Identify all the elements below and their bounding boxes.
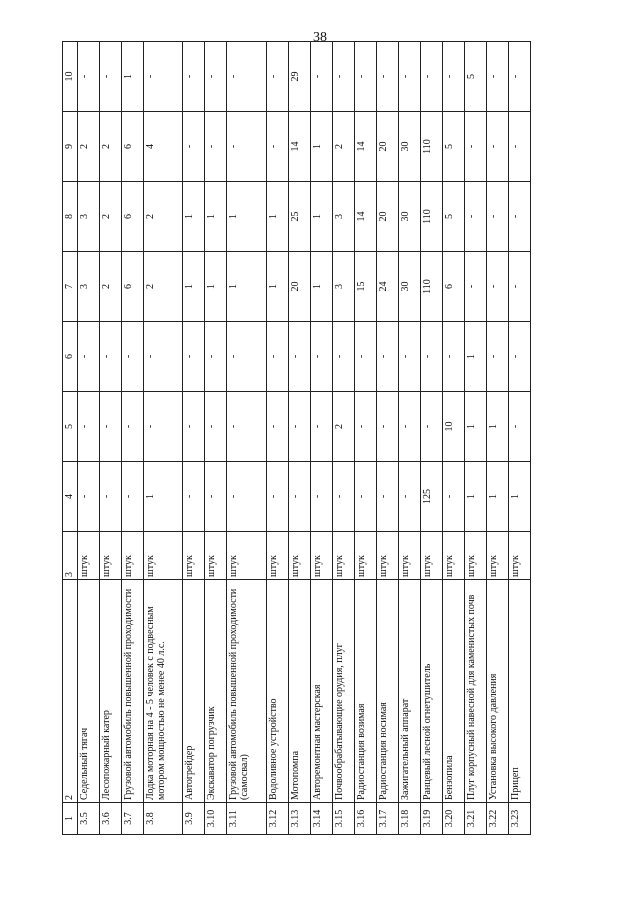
table-row xyxy=(376,42,398,835)
table-cell: штук xyxy=(486,532,508,580)
table-cell: - xyxy=(227,462,266,532)
table-cell: Ранцевый лесной огнетушитель xyxy=(420,580,442,803)
table-cell: 3 xyxy=(78,182,100,252)
table-row xyxy=(332,42,354,835)
table-cell: - xyxy=(144,322,183,392)
table-cell: - xyxy=(420,42,442,112)
table-cell: Экскаватор погрузчик xyxy=(205,580,227,803)
table-cell: штук xyxy=(464,532,486,580)
table-cell: - xyxy=(266,462,288,532)
table-cell: штук xyxy=(398,532,420,580)
table-cell: - xyxy=(266,42,288,112)
table-cell: - xyxy=(486,42,508,112)
table-cell: 2 xyxy=(332,392,354,462)
table-cell: 110 xyxy=(420,112,442,182)
table-cell: Установка высокого давления xyxy=(486,580,508,803)
table-cell: 2 xyxy=(100,182,122,252)
table-cell: - xyxy=(486,252,508,322)
table-cell: штук xyxy=(310,532,332,580)
table-cell: 20 xyxy=(288,252,310,322)
table-cell: - xyxy=(376,392,398,462)
column-header: 10 xyxy=(63,42,78,112)
table-cell: Радиостанция носимая xyxy=(376,580,398,803)
table-row xyxy=(122,42,144,835)
table-cell: - xyxy=(227,392,266,462)
table-cell: Водоливное устройство xyxy=(266,580,288,803)
table-cell: - xyxy=(508,112,530,182)
table-cell: - xyxy=(442,462,464,532)
table-cell: - xyxy=(205,42,227,112)
table-cell: 3 xyxy=(332,252,354,322)
table-cell: - xyxy=(332,42,354,112)
table-cell: - xyxy=(398,322,420,392)
table-cell: штук xyxy=(376,532,398,580)
table-cell: - xyxy=(227,42,266,112)
table-cell: - xyxy=(508,252,530,322)
table-cell: - xyxy=(100,42,122,112)
table-row xyxy=(420,42,442,835)
table-cell: 3.7 xyxy=(122,803,144,835)
table-cell: 5 xyxy=(442,182,464,252)
table-row xyxy=(227,42,266,835)
table-cell: - xyxy=(288,462,310,532)
table-cell: 1 xyxy=(310,182,332,252)
table-cell: - xyxy=(354,462,376,532)
table-cell: 3.17 xyxy=(376,803,398,835)
table-row xyxy=(398,42,420,835)
table-cell: 110 xyxy=(420,252,442,322)
table-cell: - xyxy=(100,392,122,462)
table-cell: 14 xyxy=(354,182,376,252)
table-cell: 3.12 xyxy=(266,803,288,835)
table-cell: 20 xyxy=(376,182,398,252)
table-cell: Лодка моторная на 4 - 5 человек с подвесным мотором мощностью не менее 40 л.с. xyxy=(144,580,183,803)
table-cell: - xyxy=(227,112,266,182)
table-cell: - xyxy=(227,322,266,392)
table-cell: Прицеп xyxy=(508,580,530,803)
table-cell: - xyxy=(486,112,508,182)
table-cell: штук xyxy=(442,532,464,580)
table-cell: 3.13 xyxy=(288,803,310,835)
table-cell: 4 xyxy=(144,112,183,182)
table-cell: - xyxy=(508,392,530,462)
table-cell: штук xyxy=(420,532,442,580)
column-header: 5 xyxy=(63,392,78,462)
table-cell: - xyxy=(78,462,100,532)
table-cell: - xyxy=(398,42,420,112)
table-cell: 1 xyxy=(205,252,227,322)
table-cell: 6 xyxy=(122,182,144,252)
table-cell: 15 xyxy=(354,252,376,322)
table-row xyxy=(100,42,122,835)
table-cell: 2 xyxy=(332,112,354,182)
table-cell: - xyxy=(310,462,332,532)
table-cell: - xyxy=(442,42,464,112)
table-cell: 2 xyxy=(144,182,183,252)
table-cell: 14 xyxy=(354,112,376,182)
table-cell: Почвообрабатывающие орудия, плуг xyxy=(332,580,354,803)
table-cell: - xyxy=(183,42,205,112)
column-header: 7 xyxy=(63,252,78,322)
table-cell: 1 xyxy=(183,182,205,252)
table-cell: 3.6 xyxy=(100,803,122,835)
table-cell: 3.11 xyxy=(227,803,266,835)
header-row xyxy=(63,42,78,835)
table-cell: 20 xyxy=(376,112,398,182)
table-cell: - xyxy=(486,182,508,252)
table-cell: 3.15 xyxy=(332,803,354,835)
table-cell: Зажигательный аппарат xyxy=(398,580,420,803)
table-cell: 2 xyxy=(78,112,100,182)
table-cell: - xyxy=(122,322,144,392)
table-cell: 6 xyxy=(122,252,144,322)
table-row xyxy=(354,42,376,835)
table-cell: - xyxy=(205,462,227,532)
table-cell: 3.8 xyxy=(144,803,183,835)
table-row xyxy=(288,42,310,835)
table-row xyxy=(266,42,288,835)
rotated-table-container xyxy=(62,71,531,835)
table-cell: 1 xyxy=(266,252,288,322)
table-cell: 2 xyxy=(144,252,183,322)
table-cell: штук xyxy=(183,532,205,580)
column-header: 1 xyxy=(63,803,78,835)
table-row xyxy=(144,42,183,835)
table-cell: 3 xyxy=(332,182,354,252)
column-header: 3 xyxy=(63,532,78,580)
table-cell: - xyxy=(266,392,288,462)
table-cell: - xyxy=(78,322,100,392)
column-header: 8 xyxy=(63,182,78,252)
table-cell: штук xyxy=(354,532,376,580)
table-cell: 2 xyxy=(100,112,122,182)
table-cell: - xyxy=(464,252,486,322)
table-row xyxy=(464,42,486,835)
table-cell: - xyxy=(354,42,376,112)
table-cell: - xyxy=(288,392,310,462)
table-cell: 3.21 xyxy=(464,803,486,835)
table-cell: - xyxy=(205,322,227,392)
table-cell: 3.5 xyxy=(78,803,100,835)
table-cell: - xyxy=(310,392,332,462)
table-cell: 1 xyxy=(508,462,530,532)
table-cell: штук xyxy=(78,532,100,580)
table-cell: Грузовой автомобиль повышенной проходимости (самосвал) xyxy=(227,580,266,803)
table-cell: 14 xyxy=(288,112,310,182)
table-cell: - xyxy=(183,462,205,532)
table-cell: - xyxy=(464,112,486,182)
table-cell: - xyxy=(122,392,144,462)
table-cell: 1 xyxy=(144,462,183,532)
table-cell: - xyxy=(486,322,508,392)
table-cell: - xyxy=(266,322,288,392)
table-cell: Мотопомпа xyxy=(288,580,310,803)
table-cell: штук xyxy=(205,532,227,580)
table-cell: 24 xyxy=(376,252,398,322)
table-cell: - xyxy=(508,322,530,392)
table-cell: 3.9 xyxy=(183,803,205,835)
table-cell: Автогрейдер xyxy=(183,580,205,803)
table-row xyxy=(508,42,530,835)
table-cell: - xyxy=(78,392,100,462)
table-cell: - xyxy=(144,42,183,112)
table-cell: - xyxy=(376,462,398,532)
table-cell: - xyxy=(420,392,442,462)
table-cell: - xyxy=(183,322,205,392)
table-cell: 6 xyxy=(122,112,144,182)
table-cell: 125 xyxy=(420,462,442,532)
table-cell: 110 xyxy=(420,182,442,252)
table-row xyxy=(442,42,464,835)
column-header: 4 xyxy=(63,462,78,532)
table-cell: 1 xyxy=(464,392,486,462)
table-cell: 1 xyxy=(464,322,486,392)
table-cell: штук xyxy=(508,532,530,580)
table-cell: 1 xyxy=(486,392,508,462)
table-cell: штук xyxy=(144,532,183,580)
table-cell: Лесопожарный катер xyxy=(100,580,122,803)
table-cell: 30 xyxy=(398,182,420,252)
table-cell: 3.10 xyxy=(205,803,227,835)
table-cell: - xyxy=(332,322,354,392)
table-row xyxy=(78,42,100,835)
table-cell: Седельный тягач xyxy=(78,580,100,803)
table-cell: - xyxy=(310,42,332,112)
table-cell: 5 xyxy=(442,112,464,182)
table-cell: 10 xyxy=(442,392,464,462)
table-cell: штук xyxy=(332,532,354,580)
table-cell: - xyxy=(183,392,205,462)
table-row xyxy=(183,42,205,835)
table-cell: штук xyxy=(100,532,122,580)
table-cell: 1 xyxy=(266,182,288,252)
table-cell: штук xyxy=(266,532,288,580)
table-cell: - xyxy=(78,42,100,112)
table-cell: - xyxy=(398,462,420,532)
table-cell: 1 xyxy=(486,462,508,532)
table-cell: 6 xyxy=(442,252,464,322)
equipment-table xyxy=(62,41,531,835)
table-cell: - xyxy=(122,462,144,532)
column-header: 2 xyxy=(63,580,78,803)
table-cell: штук xyxy=(227,532,266,580)
table-cell: 25 xyxy=(288,182,310,252)
table-cell: 1 xyxy=(310,252,332,322)
table-cell: штук xyxy=(288,532,310,580)
table-cell: 3.16 xyxy=(354,803,376,835)
page-number: 38 xyxy=(313,30,327,45)
table-cell: Радиостанция возимая xyxy=(354,580,376,803)
table-cell: - xyxy=(100,322,122,392)
table-cell: штук xyxy=(122,532,144,580)
table-cell: 3.18 xyxy=(398,803,420,835)
table-cell: Авторемонтная мастерская xyxy=(310,580,332,803)
table-cell: - xyxy=(205,392,227,462)
table-cell: 3.19 xyxy=(420,803,442,835)
column-header: 6 xyxy=(63,322,78,392)
table-cell: - xyxy=(398,392,420,462)
table-cell: 2 xyxy=(100,252,122,322)
table-cell: - xyxy=(100,462,122,532)
table-cell: - xyxy=(376,42,398,112)
table-cell: 1 xyxy=(205,182,227,252)
table-row xyxy=(205,42,227,835)
table-cell: - xyxy=(508,42,530,112)
table-cell: - xyxy=(332,462,354,532)
table-body xyxy=(78,42,531,835)
table-cell: 1 xyxy=(464,462,486,532)
table-cell: 3.23 xyxy=(508,803,530,835)
table-cell: 1 xyxy=(310,112,332,182)
table-cell: Грузовой автомобиль повышенной проходимости xyxy=(122,580,144,803)
table-row xyxy=(486,42,508,835)
table-cell: 1 xyxy=(122,42,144,112)
table-cell: 3 xyxy=(78,252,100,322)
table-cell: Плуг корпусный навесной для каменистых почв xyxy=(464,580,486,803)
table-cell: 29 xyxy=(288,42,310,112)
table-cell: - xyxy=(310,322,332,392)
table-cell: 3.22 xyxy=(486,803,508,835)
table-row xyxy=(310,42,332,835)
table-cell: - xyxy=(266,112,288,182)
table-cell: 3.20 xyxy=(442,803,464,835)
table-cell: 3.14 xyxy=(310,803,332,835)
table-cell: 1 xyxy=(227,182,266,252)
table-cell: - xyxy=(376,322,398,392)
table-cell: 1 xyxy=(183,252,205,322)
table-cell: - xyxy=(288,322,310,392)
table-cell: - xyxy=(508,182,530,252)
column-header: 9 xyxy=(63,112,78,182)
table-cell: 5 xyxy=(464,42,486,112)
table-cell: - xyxy=(144,392,183,462)
table-cell: Бензопила xyxy=(442,580,464,803)
table-cell: - xyxy=(205,112,227,182)
table-cell: - xyxy=(354,392,376,462)
table-cell: - xyxy=(464,182,486,252)
table-cell: - xyxy=(442,322,464,392)
table-cell: - xyxy=(420,322,442,392)
table-cell: 1 xyxy=(227,252,266,322)
table-cell: 30 xyxy=(398,252,420,322)
table-cell: - xyxy=(354,322,376,392)
table-cell: 30 xyxy=(398,112,420,182)
table-cell: - xyxy=(183,112,205,182)
